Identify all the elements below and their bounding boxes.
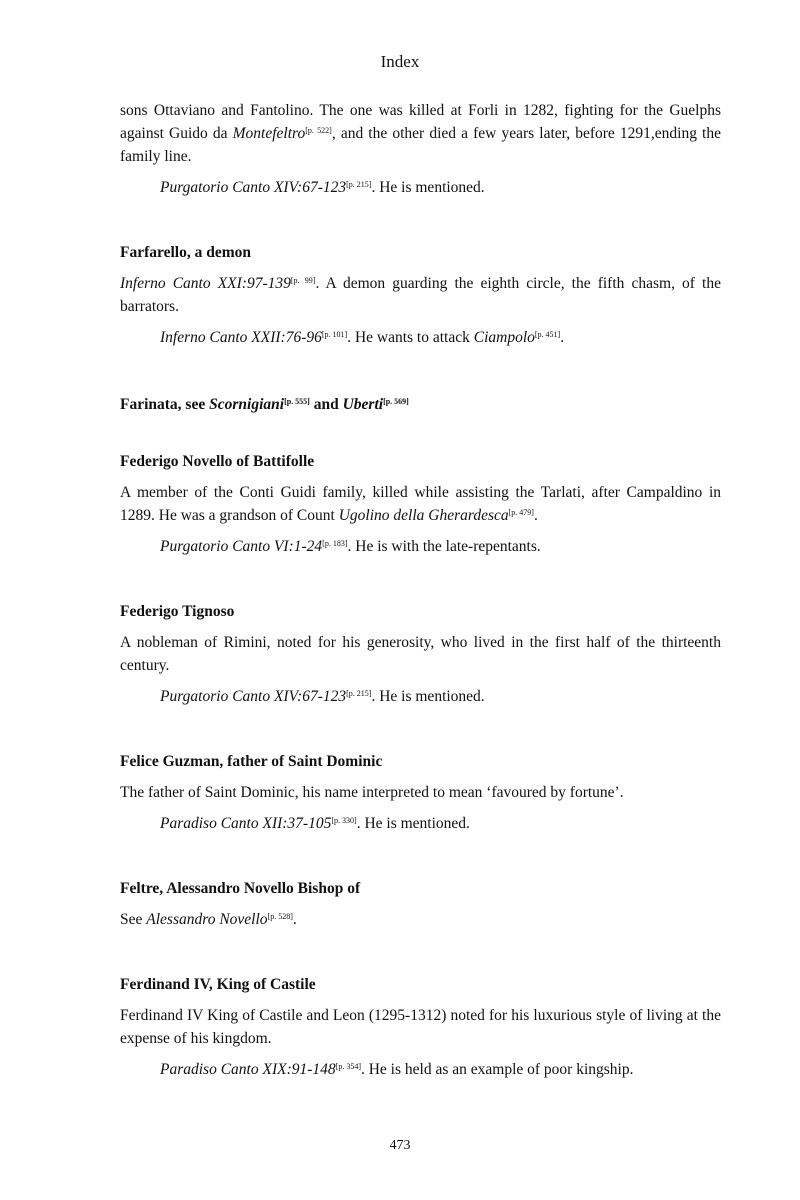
cross-reference-link[interactable]: Scornigiani xyxy=(209,396,285,413)
entry-description: A member of the Conti Guidi family, killed while assisting the Tarlati, after Campaldino in 1289. He was a grandson of Count Ugolino della Gherardesca[p. 479]. xyxy=(120,484,721,524)
entry-description: A nobleman of Rimini, noted for his generosity, who lived in the first half of the thirteenth century. xyxy=(120,634,721,674)
index-entry-federigo-tignoso xyxy=(120,600,721,708)
cross-reference-link[interactable]: Ciampolo xyxy=(473,329,535,346)
entry-description: sons Ottaviano and Fantolino. The one was killed at Forli in 1282, fighting for the Guelphs against Guido da Montefeltro[p. 522], and the other died a few years later, before 1291,ending the family line. xyxy=(120,102,721,165)
page-reference[interactable]: [p. 479] xyxy=(508,508,534,517)
continued-entry xyxy=(120,99,721,199)
page-reference[interactable]: [p. 330] xyxy=(331,816,357,825)
entry-heading: Feltre, Alessandro Novello Bishop of xyxy=(120,880,361,897)
canto-reference: Inferno Canto XXII:76-96[p. 101]. He wants to attack Ciampolo[p. 451]. xyxy=(160,329,565,346)
cross-reference-link[interactable]: Uberti xyxy=(342,396,384,413)
entry-description: See Alessandro Novello[p. 528]. xyxy=(120,911,297,928)
entry-heading: Ferdinand IV, King of Castile xyxy=(120,976,316,993)
canto-link[interactable]: Paradiso Canto XIX:91-148 xyxy=(160,1061,336,1078)
page-reference[interactable]: [p. 528] xyxy=(267,912,293,921)
canto-link[interactable]: Inferno Canto XXII:76-96 xyxy=(160,329,322,346)
entry-description: The father of Saint Dominic, his name interpreted to mean ‘favoured by fortune’. xyxy=(120,784,624,801)
entry-heading: Felice Guzman, father of Saint Dominic xyxy=(120,753,383,770)
canto-reference: Paradiso Canto XIX:91-148[p. 354]. He is held as an example of poor kingship. xyxy=(160,1061,634,1078)
canto-link[interactable]: Paradiso Canto XII:37-105 xyxy=(160,815,332,832)
index-entry-felice-guzman xyxy=(120,750,721,835)
page-reference[interactable]: [p. 569] xyxy=(383,397,409,406)
page-reference[interactable]: [p. 215] xyxy=(346,180,372,189)
canto-reference: Paradiso Canto XII:37-105[p. 330]. He is mentioned. xyxy=(160,815,470,832)
index-entry-farinata xyxy=(120,393,721,416)
index-entry-federigo-novello xyxy=(120,450,721,558)
entry-heading: Farinata, see Scornigiani[p. 555] and Uberti[p. 569] xyxy=(120,396,409,413)
canto-reference: Purgatorio Canto VI:1-24[p. 183]. He is with the late-repentants. xyxy=(160,538,541,555)
page-reference[interactable]: [p. 183] xyxy=(322,539,348,548)
entry-description: Inferno Canto XXI:97-139[p. 99]. A demon guarding the eighth circle, the fifth chasm, of the barrators. xyxy=(120,275,721,315)
running-header: Index xyxy=(380,52,420,71)
page-reference[interactable]: [p. 451] xyxy=(534,330,561,339)
page-reference[interactable]: [p. 215] xyxy=(346,689,372,698)
canto-reference: Purgatorio Canto XIV:67-123[p. 215]. He is mentioned. xyxy=(160,179,485,196)
cross-reference-link[interactable]: Ugolino della Gherardesca xyxy=(338,507,509,524)
page-reference[interactable]: [p. 354] xyxy=(335,1062,361,1071)
page-reference[interactable]: [p. 555] xyxy=(284,397,310,406)
entry-heading: Federigo Novello of Battifolle xyxy=(120,453,315,470)
entry-heading: Federigo Tignoso xyxy=(120,603,235,620)
cross-reference-link[interactable]: Montefeltro xyxy=(232,125,306,142)
cross-reference-link[interactable]: Alessandro Novello xyxy=(146,911,268,928)
entry-heading: Farfarello, a demon xyxy=(120,244,252,261)
canto-link[interactable]: Purgatorio Canto XIV:67-123 xyxy=(160,688,347,705)
index-entry-farfarello xyxy=(120,241,721,349)
canto-reference: Purgatorio Canto XIV:67-123[p. 215]. He is mentioned. xyxy=(160,688,485,705)
index-entry-ferdinand-iv xyxy=(120,973,721,1081)
canto-link[interactable]: Inferno Canto XXI:97-139 xyxy=(120,275,291,292)
page-reference[interactable]: [p. 99] xyxy=(290,276,316,285)
index-content xyxy=(120,99,721,1081)
page-reference[interactable]: [p. 101] xyxy=(321,330,348,339)
canto-link[interactable]: Purgatorio Canto VI:1-24 xyxy=(160,538,323,555)
page-number: 473 xyxy=(389,1138,411,1153)
index-entry-feltre xyxy=(120,877,721,931)
entry-description: Ferdinand IV King of Castile and Leon (1295-1312) noted for his luxurious style of living at the expense of his kingdom. xyxy=(120,1007,721,1047)
canto-link[interactable]: Purgatorio Canto XIV:67-123 xyxy=(160,179,347,196)
page-reference[interactable]: [p. 522] xyxy=(305,126,332,135)
